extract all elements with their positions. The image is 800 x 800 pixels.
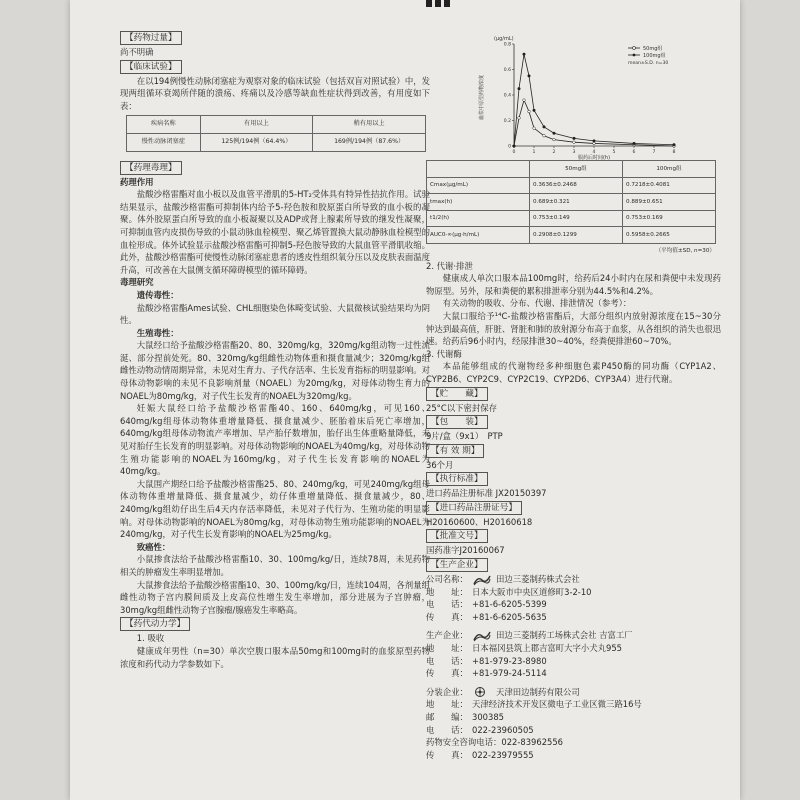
table-cell: 0.7218±0.4081: [622, 177, 715, 194]
table-cell: 169例/194例（87.6%）: [313, 133, 426, 151]
pharmacology-text: 盐酸沙格雷酯对血小板以及血管平滑肌的5-HT₂受体具有特异性拮抗作用。试验结果显示，盐酸沙格雷酯可抑制体内给予5-羟色胺和胶原蛋白所导致的血小板的凝聚。体外胶原蛋白所导致的血小板凝聚以及ADP或肾上腺素所导致的继发性凝聚，可抑制血管内皮损伤导致的小鼠动脉血栓模型、聚乙烯管置换大鼠动静脉血栓模型的血栓形成。体外试验显示盐酸沙格雷酯可抑制5-羟色胺导致的大鼠血管平滑肌收缩。此外，盐酸沙格雷酯可使慢性动脉闭塞症患者的透皮性组织氧分压以及皮肤表面温度升高，可改善在大鼠侧支循环障碍模型的循环障碍。: [120, 189, 430, 275]
y-tick-label: 0: [508, 144, 511, 150]
company-phone: +81-6-6205-5399: [472, 599, 547, 610]
table-header: 有用以上: [200, 116, 313, 134]
company-name: 田边三菱制药株式会社: [496, 574, 580, 585]
x-axis-label: 服药后时间(h): [577, 155, 611, 161]
data-point: [573, 141, 576, 144]
legend-label-100mg: 100mg组: [643, 53, 666, 59]
y-tick-label: 0.6: [503, 68, 511, 74]
table-cell: 0.3636±0.2468: [530, 177, 623, 194]
metabolic-enzyme-heading: 3. 代谢酶: [426, 348, 462, 359]
data-point: [523, 53, 526, 56]
reproductive-toxicity-text-3: 大鼠围产期经口给予盐酸沙格雷酯25、80、240mg/kg，可见240mg/kg组母体动物体重增量降低、摄食量减少，幼仔体重增量降低、摄食量减少，80、240mg/kg组幼仔出生后4天内存活率降低，未见对子代行为、生殖功能的明显影响。对母体动物影响的NOAEL为80mg/kg，对母体动物生殖功能影响的NOAEL为240mg/kg，对子代生长发育影响的NOAEL为25mg/kg。: [120, 478, 430, 540]
approval-heading: 【批准文号】: [426, 529, 488, 543]
company-address: 日本福冈县筑上郡吉富町大字小犬丸955: [472, 643, 622, 654]
fax-key: 传 真：: [426, 668, 468, 679]
company-name-key: 生产企业：: [426, 630, 468, 641]
absorption-text: 健康成年男性（n=30）单次空腹口服本品50mg和100mg时的血浆原型药物浓度和药代动力学参数如下。: [120, 645, 430, 669]
company-block-2: [426, 629, 721, 679]
standard-heading: 【执行标准】: [426, 472, 488, 486]
clinical-trial-table: [126, 115, 426, 151]
data-point: [553, 132, 556, 135]
company-phone: 022-23960505: [472, 724, 534, 735]
registration-text: H20160600、H20160618: [426, 516, 533, 527]
pk-table-note: （平均值±SD, n=30）: [655, 247, 715, 254]
data-point: [543, 126, 546, 129]
manufacturer-heading: 【生产企业】: [426, 558, 488, 572]
left-column: [120, 30, 430, 670]
data-point: [518, 117, 521, 120]
company-name-key: 分装企业：: [426, 686, 468, 697]
table-cell: 慢性动脉闭塞症: [127, 133, 201, 151]
safety-phone-key: 药物安全咨询电话：: [426, 737, 502, 748]
legend-marker-50mg: [633, 47, 636, 50]
company-name: 田边三菱制药工场株式会社 吉富工厂: [496, 630, 633, 641]
validity-text: 36个月: [426, 459, 454, 470]
table-cell: 0.689±0.321: [530, 194, 623, 211]
table-row: [427, 227, 716, 244]
reproductive-toxicity-text-1: 大鼠经口给予盐酸沙格雷酯20、80、320mg/kg，320mg/kg组动物一过性流涎、部分捏前处死。80、320mg/kg组雌性动物体重和摄食量减少；320mg/kg组雌性动物动情周期异常，未见对生育力、子代存活率、生长发育指标的明显影响。对母体动物影响的未见不良影响剂量（NOAEL）为20mg/kg，对母体动物生育力的NOAEL为80mg/kg，对子代生长发育的NOAEL为320mg/kg。: [120, 340, 430, 401]
data-point: [523, 99, 526, 102]
table-cell: 0.889±0.651: [622, 194, 715, 211]
table-header: 100mg组: [622, 161, 715, 178]
company-zip: 300385: [472, 712, 504, 722]
clinical-trial-text: 在以194例慢性动脉闭塞症为观察对象的临床试验（包括双盲对照试验）中，发现两组循环衰竭所伴随的溃疡、疼痛以及冷感等缺血性症状得到改善，有用度如下表：: [120, 75, 430, 111]
barcode-mark: [426, 0, 466, 7]
x-tick-label: 6: [632, 150, 636, 155]
fax-key: 传 真：: [426, 749, 468, 760]
genotoxicity-heading: 遗传毒性：: [136, 289, 179, 300]
phone-key: 电 话：: [426, 599, 468, 610]
address-key: 地 址：: [426, 699, 468, 710]
genotoxicity-text: 盐酸沙格雷酯Ames试验、CHL细胞染色体畸变试验、大鼠微核试验结果均为阴性。: [120, 302, 430, 326]
animal-pk-intro: 有关动物的吸收、分布、代谢、排泄情况（参考）：: [442, 298, 632, 309]
company-phone: +81-979-23-8980: [472, 655, 547, 666]
phone-key: 电 话：: [426, 724, 468, 735]
data-point: [533, 127, 536, 130]
series-line-100mg: [514, 54, 674, 146]
overdose-heading: 【药物过量】: [120, 31, 182, 45]
table-cell: tmax(h): [427, 194, 530, 211]
safety-phone: 022-83962556: [501, 737, 564, 748]
x-tick-label: 4: [592, 150, 596, 155]
package-text: 9片/盒（9x1） PTP: [426, 431, 503, 442]
clinical-trial-heading: 【临床试验】: [120, 60, 182, 74]
x-tick-label: 1: [532, 150, 536, 155]
data-point: [513, 145, 516, 148]
toxicology-subheading: 毒理研究: [120, 277, 154, 288]
data-point: [593, 142, 596, 145]
company-fax: +81-6-6205-5635: [472, 611, 547, 622]
table-row: [427, 210, 716, 227]
data-point: [533, 109, 536, 112]
mitsubishi-tanabe-logo-icon: [472, 630, 492, 642]
table-row: [427, 194, 716, 211]
overdose-text: 尚不明确: [120, 47, 154, 57]
zip-key: 邮 编：: [426, 712, 468, 722]
metabolic-enzyme-text: 本品能够组成的代谢物经多种细胞色素P450酶的同功酶（CYP1A2、CYP2B6、CYP2C9、CYP2C19、CYP2D6、CYP3A4）进行代谢。: [426, 361, 721, 384]
address-key: 地 址：: [426, 643, 468, 654]
table-header: 疾病名称: [127, 116, 201, 134]
y-tick-label: 0.4: [503, 93, 511, 99]
table-cell: Cmax(μg/mL): [427, 177, 530, 194]
company-block-1: [426, 573, 721, 623]
pharmacology-toxicology-heading: 【药理毒理】: [120, 161, 182, 175]
x-tick-label: 5: [612, 150, 616, 155]
mitsubishi-tanabe-logo-icon: [472, 574, 492, 586]
company-name: 天津田边制药有限公司: [496, 686, 580, 697]
table-cell: 0.5958±0.2665: [622, 227, 715, 244]
data-point: [673, 143, 676, 146]
carcinogenicity-text-2: 大鼠掺食法给予盐酸沙格雷酯10、30、100mg/kg/日，连续104周，各剂量组雌性动物子宫内膜间质及上皮高位性增生发生率增加，部分进展为子宫肿瘤，30mg/kg组雌性动物子宫腺瘤/腺癌发生率略高。: [120, 579, 430, 615]
table-cell: t1/2(h): [427, 210, 530, 227]
data-point: [528, 75, 531, 78]
company-fax: 022-23979555: [472, 749, 534, 760]
storage-heading: 【贮 藏】: [426, 387, 488, 401]
data-point: [553, 138, 556, 141]
standard-text: 进口药品注册标准 JX20150397: [426, 488, 547, 499]
company-address: 日本大阪市中央区道修町3-2-10: [472, 586, 592, 597]
fax-key: 传 真：: [426, 611, 468, 622]
legend-note: mean±S.D. n=30: [628, 61, 669, 66]
table-header: 稍有用以上: [313, 116, 426, 134]
data-point: [528, 110, 531, 113]
x-tick-label: 0: [512, 150, 516, 155]
legend-marker-100mg: [633, 54, 636, 57]
table-cell: 125例/194例（64.4%）: [200, 133, 313, 151]
animal-pk-text: 大鼠口服给予¹⁴C-盐酸沙格雷酯后，大部分组织内放射源浓度在15~30分钟达到最高值，肝脏、肾脏和肺的放射源分布高于血浆，从各组织的消失也很迅速。给药后96小时内，经尿排泄30~40%，经粪便排泄60~70%。: [426, 310, 721, 347]
address-key: 地 址：: [426, 586, 468, 597]
validity-heading: 【有 效 期】: [426, 444, 484, 458]
table-header: 50mg组: [530, 161, 623, 178]
data-point: [573, 137, 576, 140]
registration-heading: 【进口药品注册证号】: [426, 501, 522, 515]
y-axis-label: 血浆中原型药物浓度: [479, 74, 485, 120]
table-cell: AUC0-∞(μg·h/mL): [427, 227, 530, 244]
storage-text: 25°C以下密封保存: [426, 402, 497, 413]
excretion-heading: 2. 代谢·排泄: [426, 260, 473, 271]
plasma-concentration-chart: [478, 30, 708, 162]
carcinogenicity-heading: 致癌性：: [136, 541, 171, 552]
absorption-heading: 1. 吸收: [136, 633, 165, 644]
company-name-key: 公司名称：: [426, 574, 468, 585]
x-tick-label: 7: [652, 150, 656, 155]
table-cell: 0.753±0.149: [530, 210, 623, 227]
table-cell: 0.753±0.169: [622, 210, 715, 227]
chart-legend: [628, 45, 668, 66]
chart-svg: [478, 30, 708, 162]
data-point: [543, 135, 546, 138]
phone-key: 电 话：: [426, 655, 468, 666]
package-insert-page: [70, 0, 740, 800]
reproductive-toxicity-text-2: 妊娠大鼠经口给予盐酸沙格雷酯40、160、640mg/kg，可见160、640mg/kg组母体动物体重增量降低、摄食量减少、胚胎着床后死亡率增加，640mg/kg组母体动物流产率增加、早产胎仔数增加，胎仔出生体重略量降低，未见对胎仔生长发育的明显影响。对母体动物影响的NOAEL为40mg/kg，对母体动物生殖功能影响的NOAEL为160mg/kg，对子代生长发育影响的NOAEL为40mg/kg。: [120, 403, 430, 477]
company-address: 天津经济技术开发区微电子工业区微三路16号: [472, 699, 642, 710]
series-line-50mg: [514, 100, 674, 146]
table-row: [427, 177, 716, 194]
x-tick-label: 3: [572, 150, 576, 155]
approval-text: 国药准字J20160067: [426, 545, 505, 556]
right-column: [426, 160, 721, 761]
x-tick-label: 8: [672, 150, 676, 155]
pharmacokinetics-heading: 【药代动力学】: [120, 617, 190, 631]
y-unit-label: (μg/mL): [494, 36, 514, 42]
table-cell: 0.2908±0.1299: [530, 227, 623, 244]
y-tick-label: 0.8: [503, 42, 511, 48]
carcinogenicity-text-1: 小鼠掺食法给予盐酸沙格雷酯10、30、100mg/kg/日，连续78周，未见药物相关的肿瘤发生率明显增加。: [120, 554, 430, 577]
pk-parameter-table: [426, 160, 716, 244]
legend-label-50mg: 50mg组: [643, 46, 663, 52]
pharmacology-subheading: 药理作用: [120, 176, 154, 187]
package-heading: 【包 装】: [426, 415, 488, 429]
x-tick-label: 2: [552, 150, 556, 155]
excretion-text: 健康成人单次口服本品100mg时，给药后24小时内在尿和粪便中未发现药物原型。另外，尿和粪便的累积排泄率分别为44.5%和4.2%。: [426, 273, 721, 296]
company-fax: +81-979-24-5114: [472, 668, 547, 679]
company-block-3: [426, 686, 721, 762]
data-point: [593, 140, 596, 143]
tanabe-flower-logo-icon: [472, 686, 492, 698]
y-tick-label: 0.2: [503, 119, 511, 125]
data-point: [518, 87, 521, 90]
data-point: [633, 142, 636, 145]
reproductive-toxicity-heading: 生殖毒性：: [136, 327, 179, 338]
table-header: [427, 161, 530, 178]
